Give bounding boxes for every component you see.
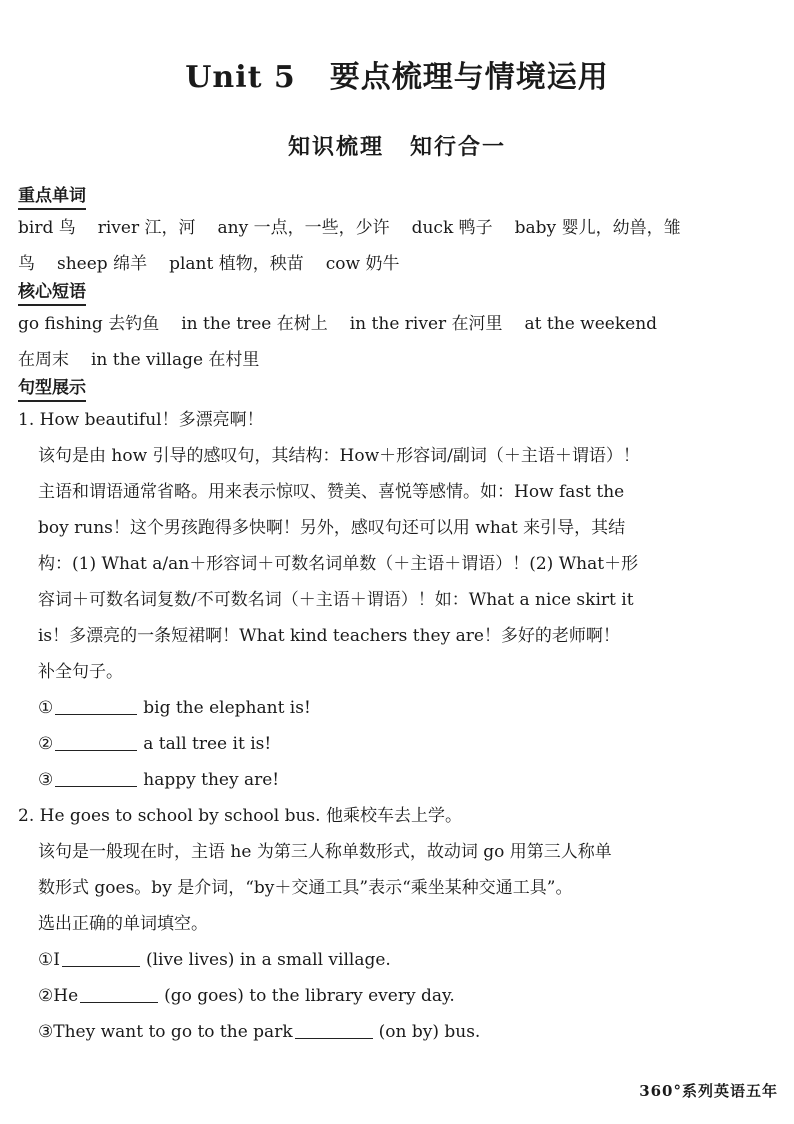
item1-task: 补全句子。 — [38, 662, 123, 682]
phrases-line-1 — [18, 306, 720, 342]
vocab-item: duck 鸭子 — [411, 218, 493, 238]
question-text: a tall tree it is! — [143, 734, 272, 754]
vocab-item: cow 奶牛 — [325, 254, 400, 274]
unit-label: Unit 5 — [185, 60, 296, 95]
phrases-heading: 核心短语 — [18, 282, 86, 306]
item1-explain-line: 主语和谓语通常省略。用来表示惊叹、赞美、喜悦等感情。如：How fast the — [38, 482, 625, 502]
question-text: big the elephant is! — [143, 698, 311, 718]
phrases-line-2 — [18, 342, 720, 378]
sentences-section — [18, 378, 720, 1050]
subtitle-part1: 知识梳理 — [287, 135, 384, 160]
item1-question-1 — [18, 690, 720, 726]
item1-explain-line: 容词＋可数名词复数/不可数名词（＋主语＋谓语）！如：What a nice skirt it — [38, 590, 634, 610]
answer-blank[interactable] — [62, 950, 140, 967]
vocab-line-2 — [18, 246, 720, 282]
item1-explain-line: boy runs！这个男孩跑得多快啊！另外，感叹句还可以用 what 来引导，其结 — [38, 518, 626, 538]
question-suffix: (live lives) in a small village. — [145, 950, 391, 970]
item2-explain-line: 该句是一般现在时，主语 he 为第三人称单数形式，故动词 go 用第三人称单 — [38, 842, 612, 862]
item1-explain-line: 构：(1) What a/an＋形容词＋可数名词单数（＋主语＋谓语）！(2) What＋形 — [38, 554, 639, 574]
answer-blank[interactable] — [55, 734, 137, 751]
page-footer: 360°系列英语五年 — [639, 1082, 778, 1100]
vocab-item: baby 婴儿，幼兽，雏 — [514, 218, 681, 238]
item2-question-1 — [18, 942, 720, 978]
question-number: ③ — [38, 770, 54, 790]
item1-explain-line: is！多漂亮的一条短裙啊！What kind teachers they are！多好的老师啊！ — [38, 626, 620, 646]
vocab-line-1 — [18, 210, 720, 246]
question-prefix: ③They want to go to the park — [38, 1022, 293, 1042]
vocab-heading: 重点单词 — [18, 186, 86, 210]
question-suffix: (on by) bus. — [378, 1022, 481, 1042]
sentences-heading: 句型展示 — [18, 378, 86, 402]
phrase-item: at the weekend — [524, 314, 658, 334]
phrases-section — [18, 282, 720, 378]
page-title — [0, 52, 794, 96]
item2-explain-line: 数形式 goes。by 是介词，“by＋交通工具”表示“乘坐某种交通工具”。 — [38, 878, 573, 898]
item1-explain-line: 该句是由 how 引导的感叹句，其结构：How＋形容词/副词（＋主语＋谓语）！ — [38, 446, 640, 466]
item2-question-2 — [18, 978, 720, 1014]
subtitle-part2: 知行合一 — [410, 135, 507, 160]
phrase-item: 在周末 — [18, 350, 69, 370]
answer-blank[interactable] — [55, 770, 137, 787]
title-text: 要点梳理与情境运用 — [329, 60, 609, 95]
phrase-item: in the river 在河里 — [349, 314, 503, 334]
answer-blank[interactable] — [80, 986, 158, 1003]
answer-blank[interactable] — [55, 698, 137, 715]
section-subtitle — [0, 130, 794, 161]
phrase-item: in the village 在村里 — [91, 350, 260, 370]
vocab-item: river 江，河 — [97, 218, 196, 238]
question-prefix: ①I — [38, 950, 60, 970]
question-number: ① — [38, 698, 54, 718]
vocab-section — [18, 186, 720, 282]
vocab-item: 鸟 — [18, 254, 35, 274]
vocab-item: sheep 绵羊 — [57, 254, 148, 274]
page-content — [18, 186, 720, 1050]
phrase-item: in the tree 在树上 — [181, 314, 328, 334]
item2-task: 选出正确的单词填空。 — [38, 914, 208, 934]
vocab-item: bird 鸟 — [18, 218, 76, 238]
vocab-item: plant 植物，秧苗 — [169, 254, 304, 274]
question-prefix: ②He — [38, 986, 79, 1006]
question-suffix: (go goes) to the library every day. — [164, 986, 455, 1006]
item1-title: 1. How beautiful！多漂亮啊！ — [18, 410, 264, 430]
phrase-item: go fishing 去钓鱼 — [18, 314, 160, 334]
item1-question-3 — [18, 762, 720, 798]
item2-question-3 — [18, 1014, 720, 1050]
item2-title: 2. He goes to school by school bus. 他乘校车去上学。 — [18, 806, 462, 826]
answer-blank[interactable] — [295, 1022, 373, 1039]
item1-question-2 — [18, 726, 720, 762]
vocab-item: any 一点，一些，少许 — [217, 218, 390, 238]
question-text: happy they are! — [143, 770, 280, 790]
question-number: ② — [38, 734, 54, 754]
